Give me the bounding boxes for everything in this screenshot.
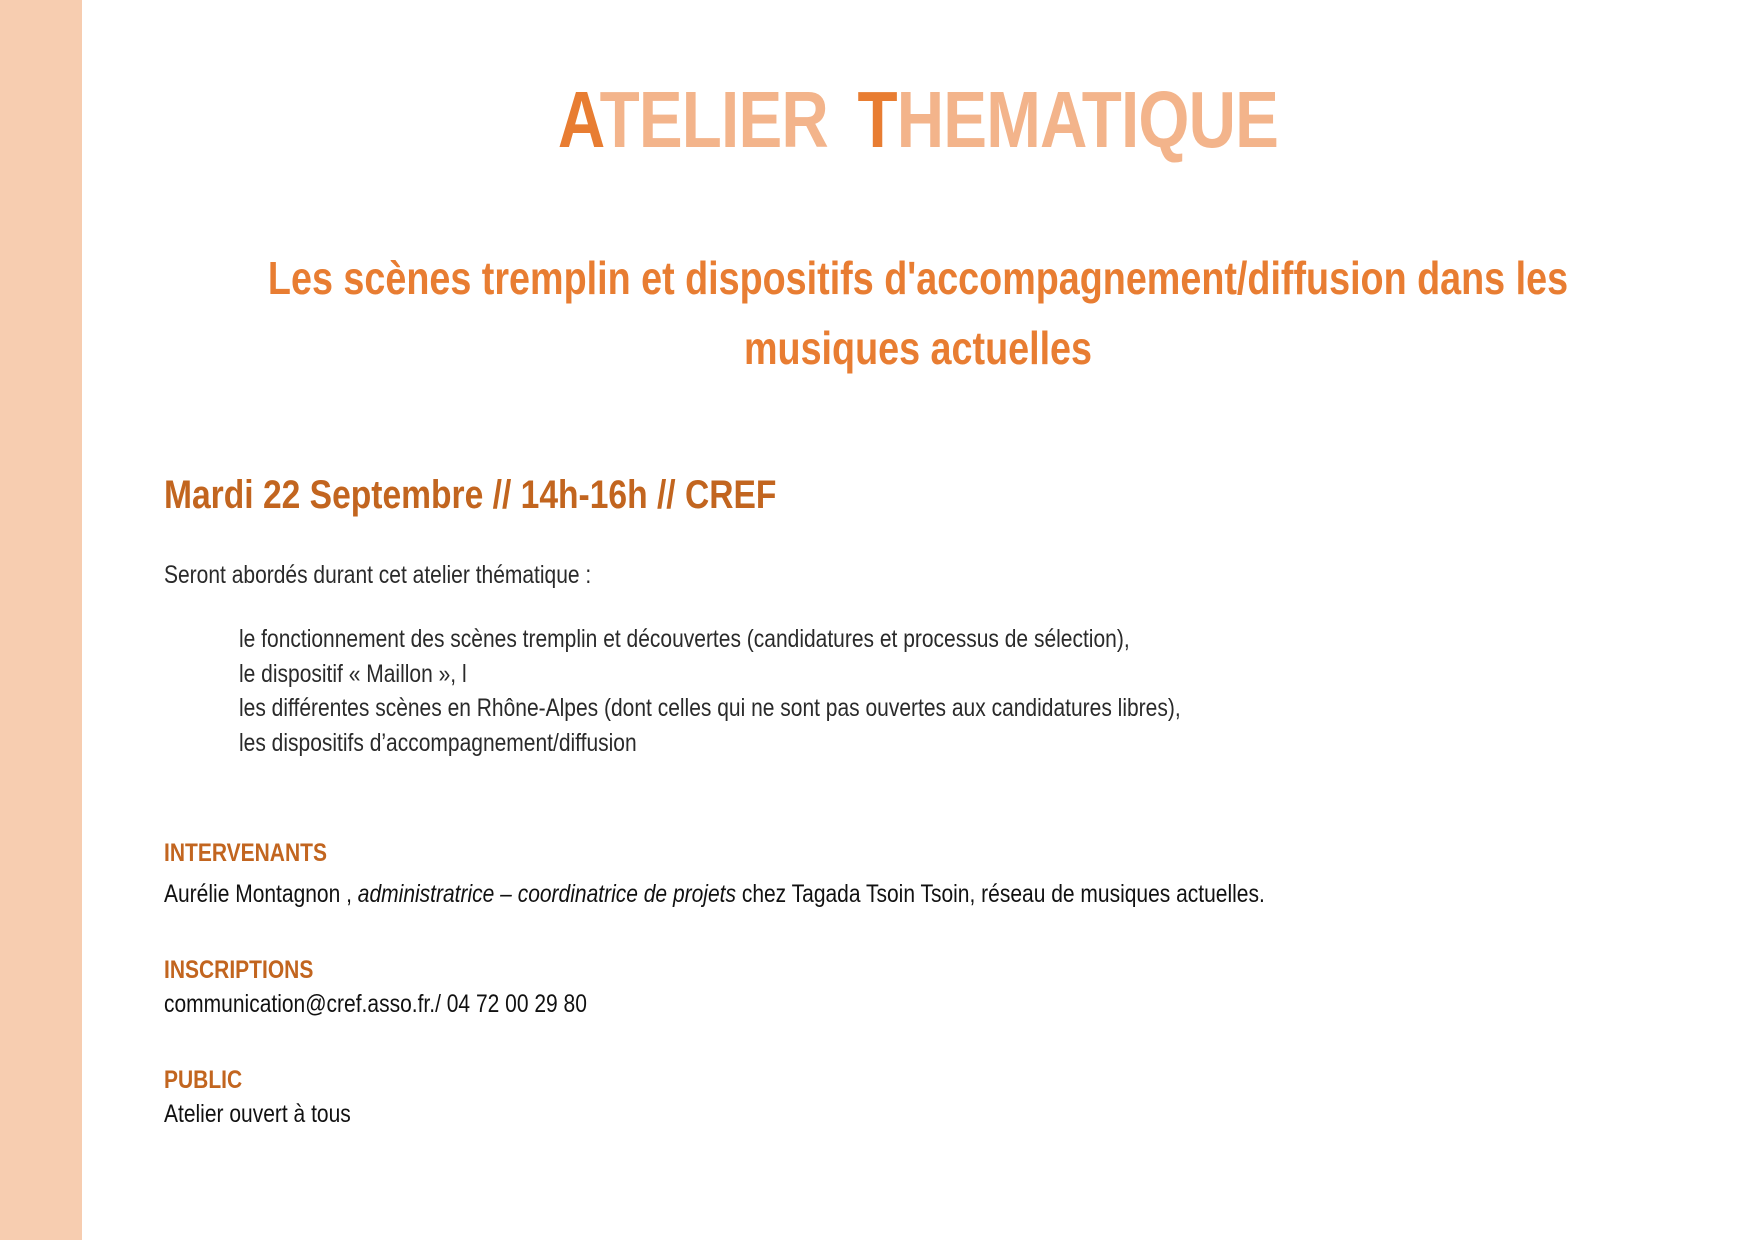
intervenants-heading: INTERVENANTS bbox=[164, 839, 327, 867]
speaker-name: Aurélie Montagnon bbox=[164, 880, 347, 908]
speaker-role: administratrice – coordinatrice de projets bbox=[357, 880, 736, 908]
topic-item: le fonctionnement des scènes tremplin et découvertes (candidatures et processus de sélection), bbox=[239, 625, 1130, 653]
public-text: Atelier ouvert à tous bbox=[164, 1100, 351, 1128]
document-page bbox=[82, 0, 1754, 1240]
public-heading: PUBLIC bbox=[164, 1066, 243, 1094]
title-initial-t: T bbox=[857, 75, 897, 164]
title-word-thematique: HEMATIQUE bbox=[896, 75, 1279, 164]
speaker-role-prefix: , bbox=[346, 880, 358, 908]
intervenants-text bbox=[164, 877, 1265, 911]
event-date-time-place: Mardi 22 Septembre // 14h-16h // CREF bbox=[164, 473, 777, 517]
inscriptions-heading: INSCRIPTIONS bbox=[164, 956, 314, 984]
speaker-organization: chez Tagada Tsoin Tsoin, réseau de musiques actuelles. bbox=[735, 880, 1265, 908]
subtitle-line-2: musiques actuelles bbox=[743, 322, 1093, 374]
topic-item: les dispositifs d’accompagnement/diffusion bbox=[239, 728, 637, 757]
intro-text: Seront abordés durant cet atelier thématique : bbox=[164, 561, 592, 589]
topics-list bbox=[239, 622, 1181, 760]
decorative-side-band bbox=[0, 0, 82, 1240]
title-word-atelier: TELIER bbox=[599, 75, 828, 164]
title-initial-a: A bbox=[557, 75, 600, 164]
main-title bbox=[232, 70, 1603, 170]
inscriptions-contact: communication@cref.asso.fr./ 04 72 00 29 80 bbox=[164, 990, 587, 1018]
topic-item: le dispositif « Maillon », l bbox=[239, 659, 467, 688]
subtitle-line-1: Les scènes tremplin et dispositifs d'accompagnement/diffusion dans les bbox=[267, 252, 1569, 304]
workshop-subtitle bbox=[265, 243, 1570, 383]
topic-item: les différentes scènes en Rhône-Alpes (dont celles qui ne sont pas ouvertes aux candidatures libres), bbox=[239, 694, 1181, 722]
